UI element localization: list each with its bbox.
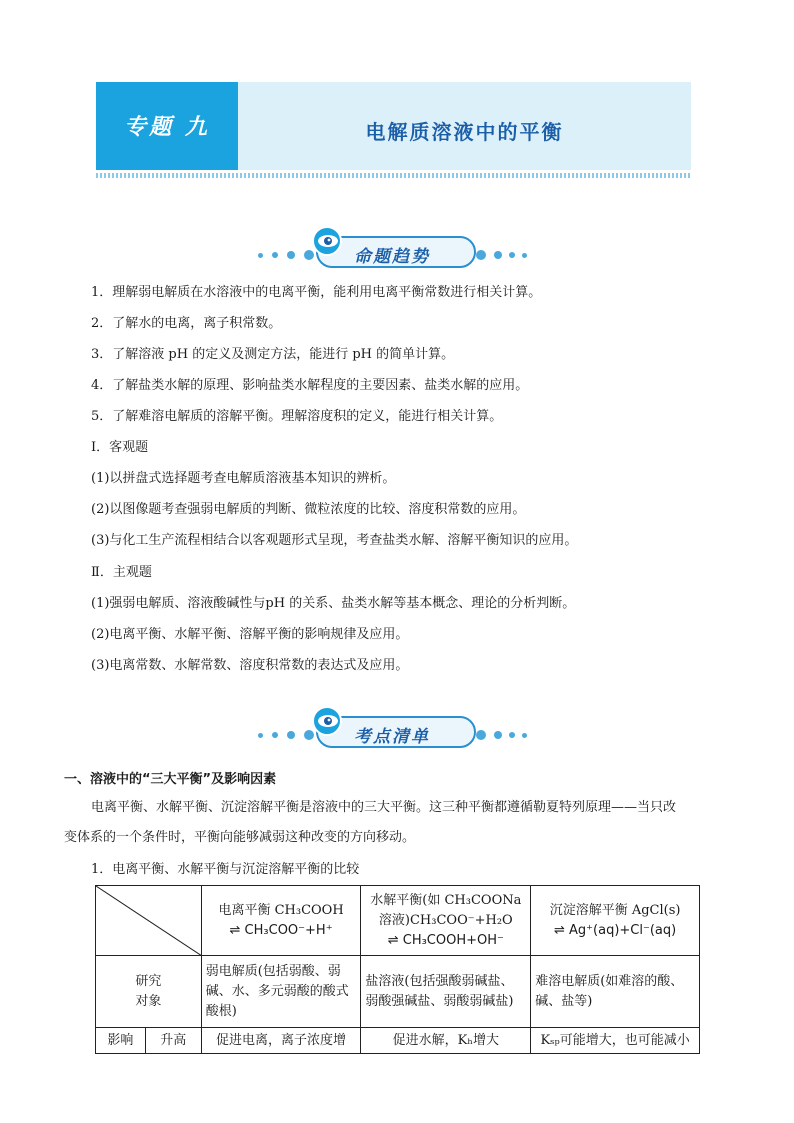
row-sublabel-raise: 升高 xyxy=(145,1028,201,1054)
section-heading-trends xyxy=(0,232,794,272)
section-pill xyxy=(316,716,476,748)
cell-object-dissolution: 难溶电解质(如难溶的酸、碱、盐等) xyxy=(531,956,700,1028)
table-row xyxy=(96,956,700,1028)
trend-item: 1．理解弱电解质在水溶液中的电离平衡，能利用电离平衡常数进行相关计算。 xyxy=(91,285,542,300)
trend-item: 2．了解水的电离，离子积常数。 xyxy=(91,316,282,331)
objective-item: (2)以图像题考查强弱电解质的判断、微粒浓度的比较、溶度积常数的应用。 xyxy=(91,502,526,517)
eye-icon xyxy=(312,226,342,256)
cell-temp-ionization: 促进电离，离子浓度增 xyxy=(201,1028,361,1054)
banner-underline xyxy=(96,173,691,178)
topic-banner xyxy=(96,82,691,170)
cell-temp-hydrolysis: 促进水解，Kₕ增大 xyxy=(361,1028,531,1054)
header-dissolution: 沉淀溶解平衡 AgCl(s) ⇌ Ag⁺(aq)+Cl⁻(aq) xyxy=(531,886,700,956)
topic-number: 专题 九 xyxy=(124,114,210,140)
section-heading-checklist xyxy=(0,712,794,752)
cell-object-hydrolysis: 盐溶液(包括强酸弱碱盐、弱酸强碱盐、弱酸弱碱盐) xyxy=(361,956,531,1028)
row-label-influence: 影响 xyxy=(96,1028,146,1054)
header-hydrolysis: 水解平衡(如 CH₃COONa 溶液)CH₃COO⁻+H₂O ⇌ CH₃COOH+OH⁻ xyxy=(361,886,531,956)
trend-item: 4．了解盐类水解的原理、影响盐类水解程度的主要因素、盐类水解的应用。 xyxy=(91,378,529,393)
part1-paragraph-line2: 变体系的一个条件时，平衡向能够减弱这种改变的方向移动。 xyxy=(64,830,416,845)
trend-item: 5．了解难溶电解质的溶解平衡。理解溶度积的定义，能进行相关计算。 xyxy=(91,409,503,424)
table-corner-cell xyxy=(96,886,202,956)
part1-title: 一、溶液中的“三大平衡”及影响因素 xyxy=(64,772,277,787)
objective-item: (1)以拼盘式选择题考查电解质溶液基本知识的辨析。 xyxy=(91,471,396,486)
equilibrium-comparison-table xyxy=(95,885,700,1054)
cell-temp-dissolution: Kₛₚ可能增大，也可能减小 xyxy=(531,1028,700,1054)
topic-number-box xyxy=(96,82,238,170)
topic-title-box xyxy=(238,82,691,170)
subjective-heading: Ⅱ．主观题 xyxy=(91,565,152,580)
section-label: 命题趋势 xyxy=(354,247,430,267)
table-header-row xyxy=(96,886,700,956)
subjective-item: (1)强弱电解质、溶液酸碱性与pH 的关系、盐类水解等基本概念、理论的分析判断。 xyxy=(91,596,576,611)
subjective-item: (3)电离常数、水解常数、溶度积常数的表达式及应用。 xyxy=(91,658,409,673)
header-ionization: 电离平衡 CH₃COOH ⇌ CH₃COO⁻+H⁺ xyxy=(201,886,361,956)
row-label-object: 研究 对象 xyxy=(96,956,202,1028)
cell-object-ionization: 弱电解质(包括弱酸、弱碱、水、多元弱酸的酸式酸根) xyxy=(201,956,361,1028)
part1-subheading: 1．电离平衡、水解平衡与沉淀溶解平衡的比较 xyxy=(91,862,360,877)
objective-heading: Ⅰ．客观题 xyxy=(91,440,149,455)
part1-paragraph-line1: 电离平衡、水解平衡、沉淀溶解平衡是溶液中的三大平衡。这三种平衡都遵循勒夏特列原理——当只改 xyxy=(91,800,677,815)
objective-item: (3)与化工生产流程相结合以客观题形式呈现，考查盐类水解、溶解平衡知识的应用。 xyxy=(91,533,578,548)
trend-item: 3．了解溶液 pH 的定义及测定方法，能进行 pH 的简单计算。 xyxy=(91,347,455,362)
table-row xyxy=(96,1028,700,1054)
section-label: 考点清单 xyxy=(354,727,430,747)
section-pill xyxy=(316,236,476,268)
topic-title: 电解质溶液中的平衡 xyxy=(365,120,564,144)
subjective-item: (2)电离平衡、水解平衡、溶解平衡的影响规律及应用。 xyxy=(91,627,409,642)
eye-icon xyxy=(312,706,342,736)
